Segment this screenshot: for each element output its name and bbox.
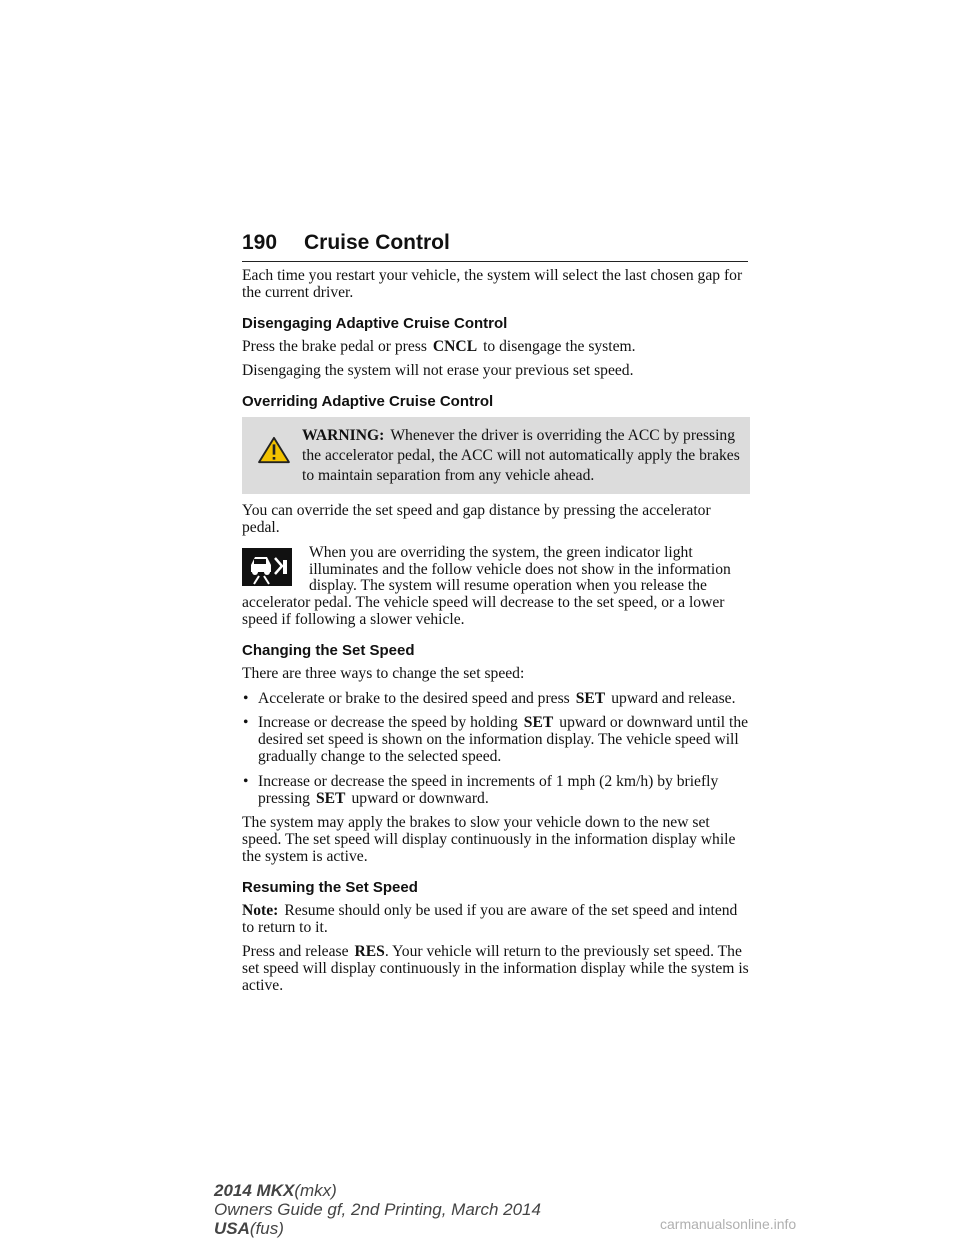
warning-label: WARNING:	[302, 427, 385, 445]
section-title: Cruise Control	[304, 231, 450, 254]
overriding-heading: Overriding Adaptive Cruise Control	[242, 393, 494, 411]
market-code: (fus)	[249, 1219, 284, 1238]
disengaging-heading: Disengaging Adaptive Cruise Control	[242, 314, 508, 332]
text-segment: upward and release.	[611, 689, 736, 707]
list-item	[242, 774, 750, 808]
bullet-icon: •	[243, 714, 249, 732]
site-watermark: carmanualsonline.info	[660, 1216, 797, 1232]
set-keyword: SET	[575, 689, 606, 707]
overriding-paragraph-2: When you are overriding the system, the green indicator light illuminates and the follow vehicle does not show in the information display. The system will resume operation when you release the accelerator pedal. The vehicle speed will decrease to the set speed, or a lower speed if following a slower vehicle.	[242, 543, 731, 628]
cncl-keyword: CNCL	[432, 337, 478, 355]
page-number: 190	[242, 231, 278, 254]
page-header	[242, 231, 748, 262]
footer-line-1	[214, 1181, 541, 1200]
text-segment: upward or downward.	[351, 789, 489, 807]
text-segment: upward or downward until the desired set speed is shown on the information display. The vehicle speed will gradually change to the selected speed.	[258, 714, 749, 765]
bullet-icon: •	[243, 689, 249, 707]
adaptive-cruise-indicator-icon	[242, 548, 292, 586]
list-item	[242, 691, 750, 708]
market-label: USA	[214, 1219, 250, 1238]
footer-line-3	[214, 1219, 541, 1238]
text-segment: Resume should only be used if you are aware of the set speed and intend to return to it.	[242, 901, 738, 936]
warning-text: Whenever the driver is overriding the ACC by pressing the accelerator pedal, the ACC will not automatically apply the brakes to maintain separation from any vehicle ahead.	[302, 427, 740, 485]
resuming-heading: Resuming the Set Speed	[242, 878, 418, 896]
model-code: (mkx)	[294, 1181, 337, 1200]
text-segment: Increase or decrease the speed by holding	[258, 714, 518, 732]
disengaging-paragraph-1	[242, 339, 750, 356]
text-segment: Accelerate or brake to the desired speed and press	[258, 689, 570, 707]
overriding-paragraph-1: You can override the set speed and gap distance by pressing the accelerator pedal.	[242, 502, 711, 536]
text-segment: Press the brake pedal or press	[242, 337, 427, 355]
text-segment: to disengage the system.	[483, 337, 636, 355]
page-footer	[214, 1181, 541, 1238]
res-keyword: RES	[354, 943, 385, 961]
intro-paragraph: Each time you restart your vehicle, the system will select the last chosen gap for the current driver.	[242, 267, 743, 301]
changing-outro: The system may apply the brakes to slow your vehicle down to the new set speed. The set speed will display continuously in the information display while the system is active.	[242, 814, 736, 865]
changing-heading: Changing the Set Speed	[242, 641, 415, 659]
changing-intro: There are three ways to change the set speed:	[242, 664, 525, 682]
text-segment: Increase or decrease the speed in increments of 1 mph (2 km/h) by briefly pressing	[258, 772, 719, 807]
warning-triangle-icon	[256, 436, 292, 464]
bullet-icon: •	[243, 772, 249, 790]
set-keyword: SET	[315, 789, 346, 807]
set-keyword: SET	[523, 714, 554, 732]
model-label: 2014 MKX	[214, 1181, 295, 1200]
override-indicator-block	[242, 545, 750, 629]
footer-line-2: Owners Guide gf, 2nd Printing, March 2014	[214, 1200, 541, 1219]
list-item	[242, 715, 750, 765]
note-label: Note:	[242, 901, 279, 919]
text-segment: . Your vehicle will return to the previously set speed. The set speed will display continuously in the information display while the system is active.	[242, 943, 749, 994]
disengaging-paragraph-2: Disengaging the system will not erase your previous set speed.	[242, 362, 634, 380]
resuming-paragraph	[242, 944, 750, 994]
page-content	[242, 268, 750, 1003]
warning-box	[242, 417, 750, 494]
resuming-note	[242, 903, 750, 937]
set-speed-bullet-list	[242, 691, 750, 808]
text-segment: Press and release	[242, 943, 349, 961]
